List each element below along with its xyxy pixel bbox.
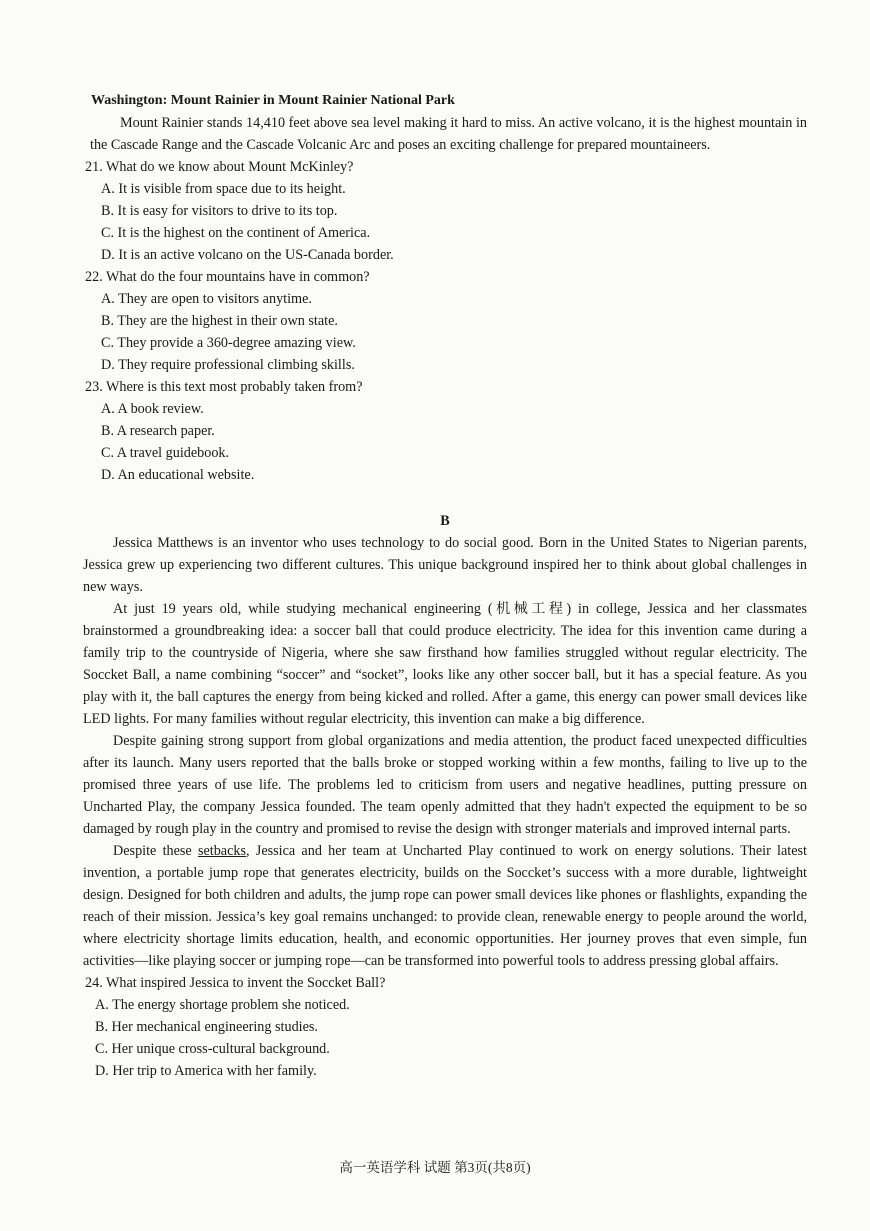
option-b: B. It is easy for visitors to drive to its top. (101, 203, 338, 219)
option-b: B. They are the highest in their own state. (101, 313, 338, 329)
page-content (83, 90, 807, 1082)
option-d: D. An educational website. (101, 467, 255, 483)
option-c: C. It is the highest on the continent of America. (101, 225, 371, 241)
question-stem: 24. What inspired Jessica to invent the Soccket Ball? (85, 975, 386, 991)
passage-heading: Washington: Mount Rainier in Mount Rainier National Park (91, 93, 455, 108)
option-a: A. A book review. (101, 401, 204, 417)
question-stem: 21. What do we know about Mount McKinley? (85, 159, 354, 175)
passage-b-paragraph-2: At just 19 years old, while studying mechanical engineering (机械工程) in college, Jessica and her classmates brainstormed a groundbreaking idea: a soccer ball that could produce electricity. The idea for this invention came during a family trip to the countryside of Nigeria, where she saw firsthand how families struggled without regular electricity. The Soccket Ball, a name combining “soccer” and “socket”, looks like any other soccer ball, but it has a special feature. As you play with it, the ball captures the energy from being kicked and rolled. After a game, this energy can power small devices like LED lights. For many families without regular electricity, this invention can make a big difference. (83, 601, 807, 727)
section-letter: B (440, 513, 450, 529)
question-21 (83, 156, 807, 266)
option-a: A. They are open to visitors anytime. (101, 291, 312, 307)
option-b: B. Her mechanical engineering studies. (95, 1019, 318, 1035)
question-23 (83, 376, 807, 486)
option-c: C. They provide a 360-degree amazing view. (101, 335, 356, 351)
option-b: B. A research paper. (101, 423, 215, 439)
question-stem: 23. Where is this text most probably taken from? (85, 379, 363, 395)
p4-after: , Jessica and her team at Uncharted Play continued to work on energy solutions. Their latest invention, a portable jump rope that generates electricity, builds on the Soccket’s success with a more durable, lightweight design. Designed for both children and adults, the jump rope can power small devices like phones or flashlights, expanding the reach of their mission. Jessica’s key goal remains unchanged: to provide clean, renewable energy to people around the world, where electricity shortage limits education, health, and economic opportunities. Her journey proves that even simple, fun activities—like playing soccer or jumping rope—can be transformed into powerful tools to address pressing global affairs. (83, 843, 807, 969)
p4-before: Despite these (113, 843, 198, 859)
option-c: C. A travel guidebook. (101, 445, 230, 461)
page-footer: 高一英语学科 试题 第3页(共8页) (339, 1160, 531, 1175)
passage-b-paragraph-3: Despite gaining strong support from global organizations and media attention, the product faced unexpected difficulties after its launch. Many users reported that the balls broke or stopped working within a few months, failing to live up to the promised three years of use life. The problems led to criticism from users and negative headlines, putting pressure on Uncharted Play, the company Jessica founded. The team openly admitted that they hadn't expected the equipment to be so damaged by rough play in the country and promised to revise the design with stronger materials and improved internal parts. (83, 733, 807, 837)
passage-paragraph: Mount Rainier stands 14,410 feet above sea level making it hard to miss. An active volcano, it is the highest mountain in the Cascade Range and the Cascade Volcanic Arc and poses an exciting challenge for prepared mountaineers. (90, 115, 807, 153)
option-a: A. It is visible from space due to its height. (101, 181, 346, 197)
option-d: D. They require professional climbing skills. (101, 357, 355, 373)
question-24 (83, 972, 807, 1082)
passage-b-paragraph-4 (83, 840, 807, 972)
passage-b-paragraph-1: Jessica Matthews is an inventor who uses technology to do social good. Born in the United States to Nigerian parents, Jessica grew up experiencing two different cultures. This unique background inspired her to think about global challenges in new ways. (83, 535, 807, 595)
option-c: C. Her unique cross-cultural background. (95, 1041, 330, 1057)
option-d: D. Her trip to America with her family. (95, 1063, 317, 1079)
option-d: D. It is an active volcano on the US-Canada border. (101, 247, 394, 263)
underlined-word: setbacks (197, 843, 247, 859)
question-stem: 22. What do the four mountains have in common? (85, 269, 370, 285)
option-a: A. The energy shortage problem she noticed. (95, 997, 350, 1013)
question-22 (83, 266, 807, 376)
